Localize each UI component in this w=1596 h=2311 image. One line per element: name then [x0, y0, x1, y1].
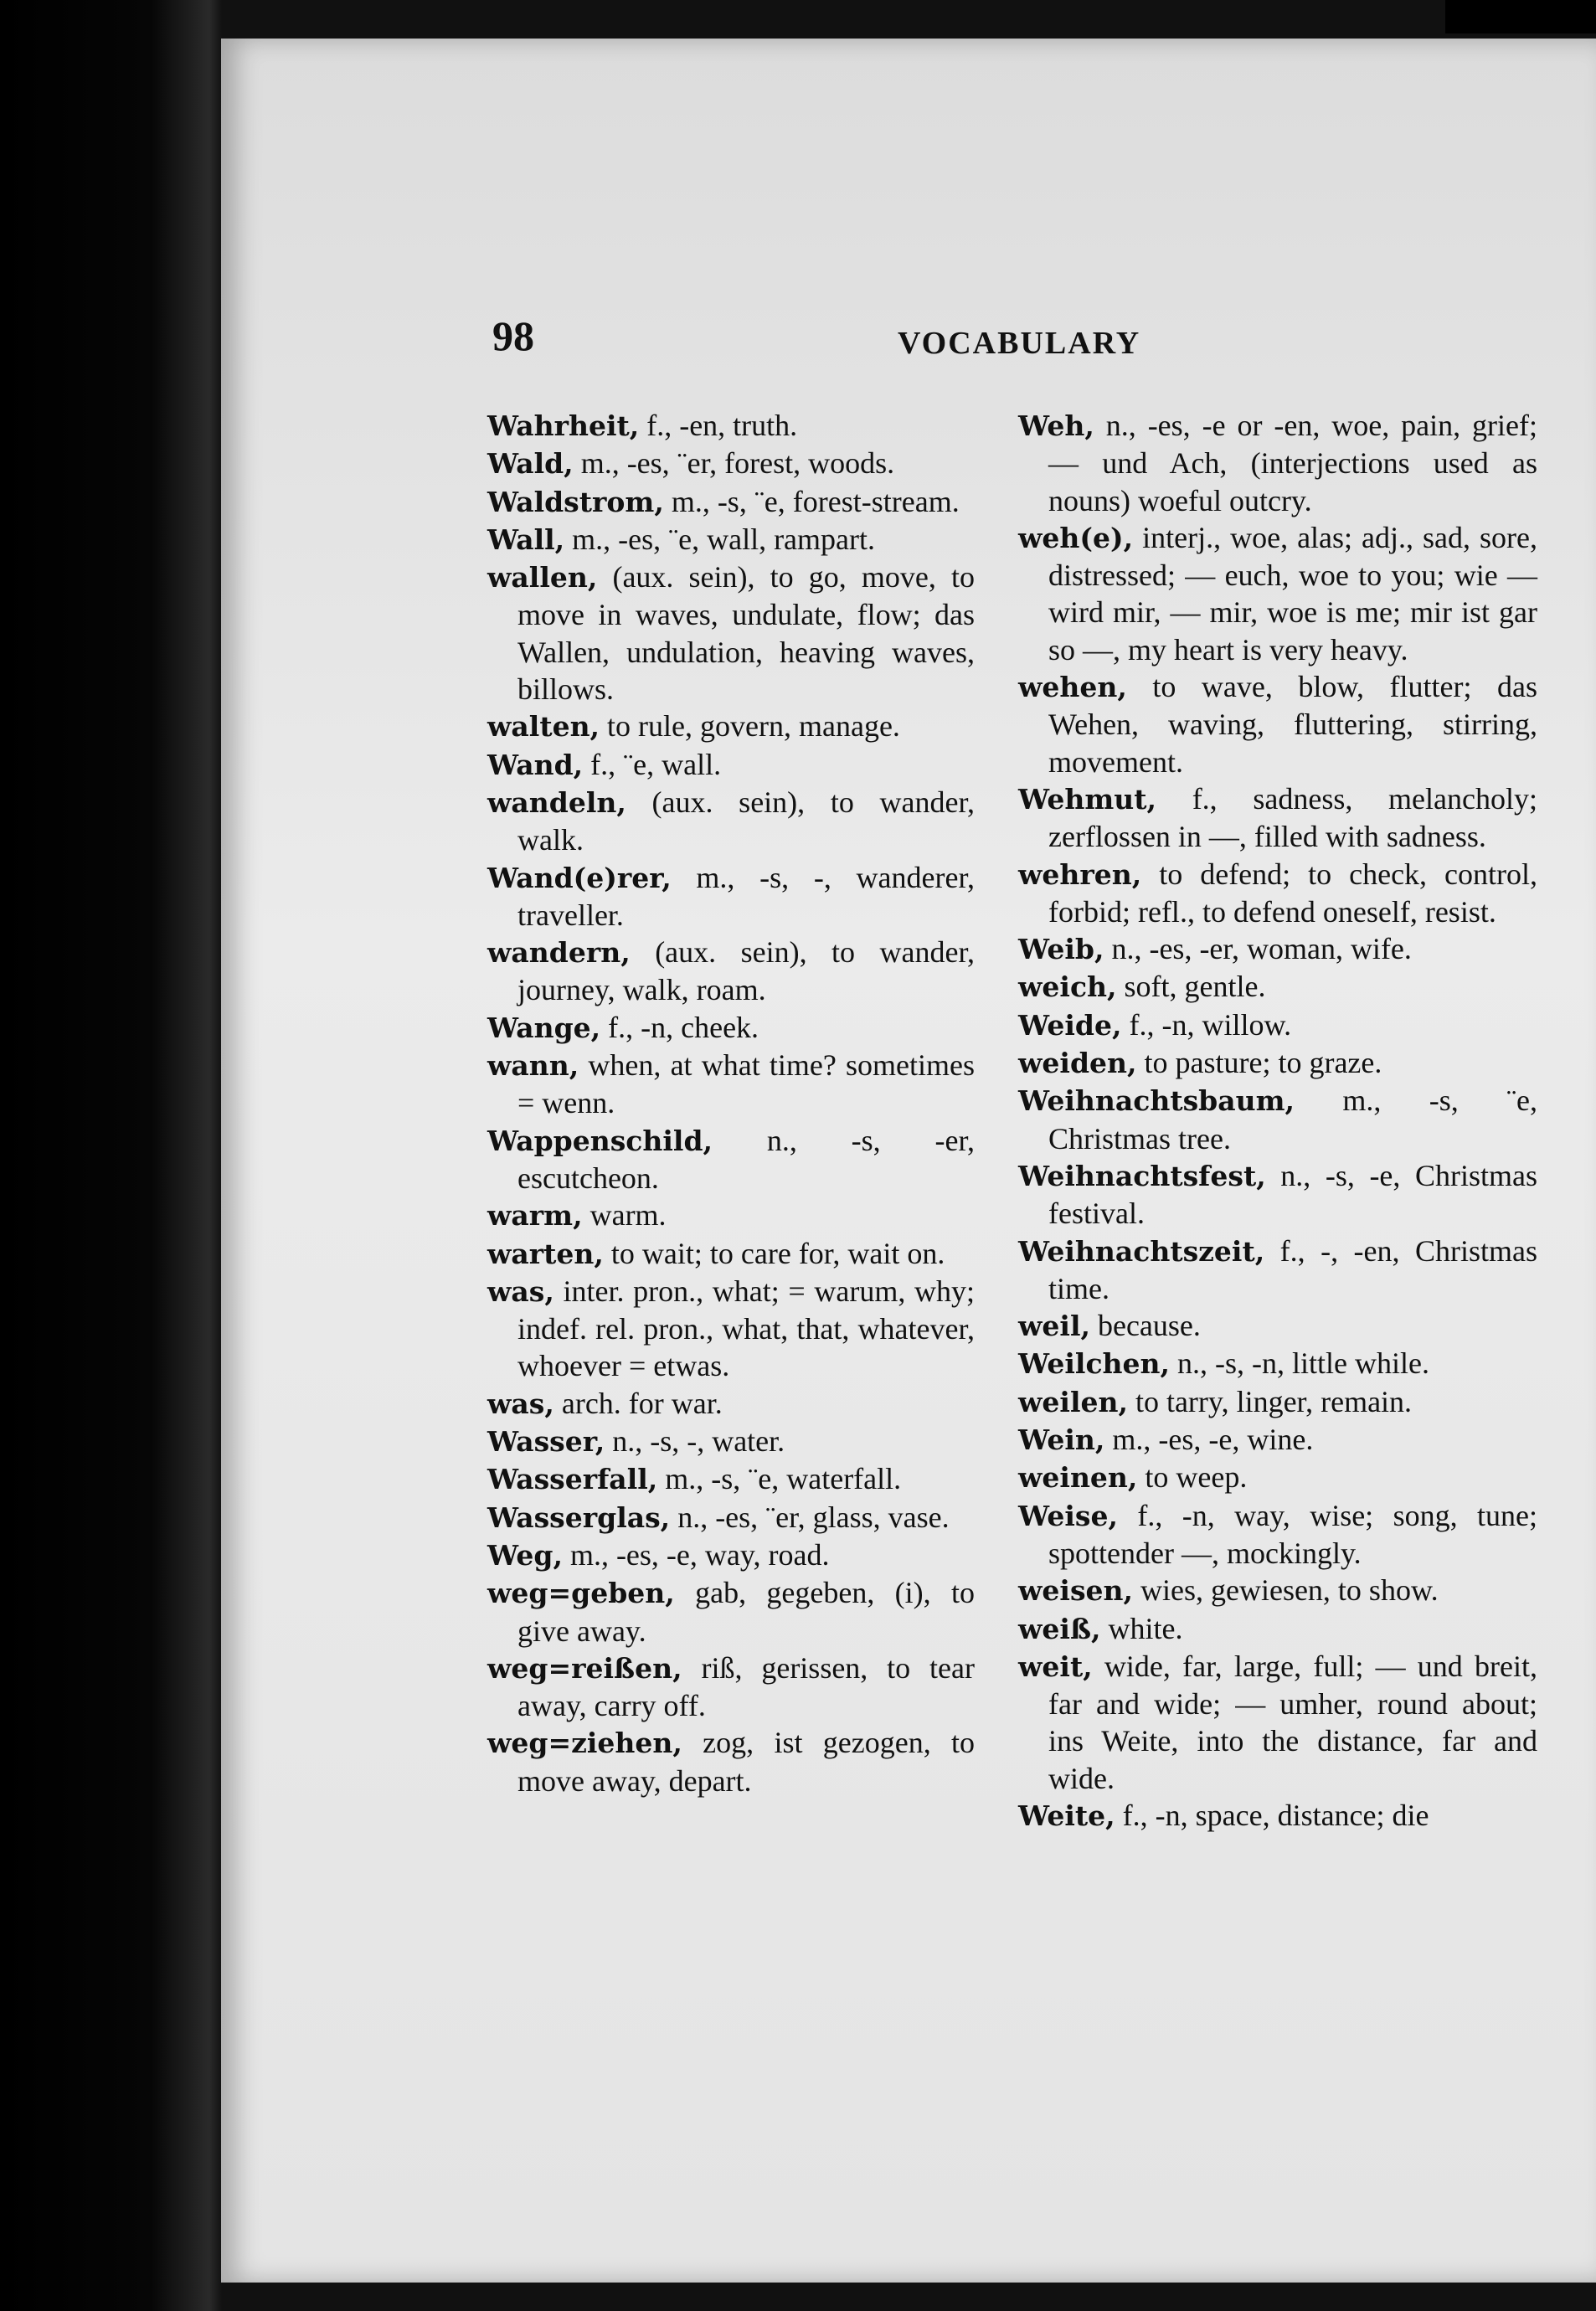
- entry-definition: when, at what time? sometimes = wenn.: [517, 1048, 975, 1120]
- vocabulary-entry: [1018, 780, 1537, 856]
- vocabulary-entry: [487, 1009, 975, 1047]
- entry-headword: warten,: [487, 1237, 604, 1270]
- entry-definition: n., -es, -er, woman, wife.: [1104, 932, 1412, 966]
- entry-headword: walten,: [487, 710, 600, 744]
- vocabulary-entry: [1018, 1610, 1537, 1648]
- entry-definition: f., -, -en, Christmas time.: [1048, 1233, 1537, 1305]
- vocabulary-entry: [487, 521, 975, 558]
- vocabulary-entry: [1018, 1307, 1537, 1345]
- entry-definition: m., -s, ¨e, waterfall.: [657, 1462, 902, 1496]
- vocabulary-entry: [487, 1385, 975, 1423]
- entry-headword: Weihnachtszeit,: [1018, 1234, 1265, 1268]
- entry-headword: Weise,: [1018, 1499, 1118, 1532]
- entry-definition: f., sadness, melancholy; zerflossen in —, filled with sadness.: [1048, 781, 1537, 854]
- entry-headword: weg=geben,: [487, 1577, 675, 1610]
- vocabulary-entry: [1018, 968, 1537, 1006]
- entry-headword: was,: [487, 1274, 554, 1308]
- entry-headword: was,: [487, 1387, 554, 1420]
- entry-definition: n., -s, -er, escutcheon.: [517, 1123, 975, 1195]
- vocabulary-entry: [1018, 1648, 1537, 1797]
- entry-definition: gab, gegeben, (i), to give away.: [517, 1576, 975, 1648]
- entry-definition: to rule, govern, manage.: [600, 709, 900, 744]
- vocabulary-entry: [487, 859, 975, 934]
- entry-definition: wide, far, large, full; — und breit, far and wide; — umher, round about; ins Weite, into the distance, far and wide.: [1048, 1649, 1537, 1795]
- vocabulary-entry: [1018, 1383, 1537, 1421]
- vocabulary-entry: [487, 1273, 975, 1385]
- entry-headword: weich,: [1018, 970, 1117, 1004]
- entry-definition: riß, gerissen, to tear away, carry off.: [517, 1650, 975, 1723]
- entry-headword: weh(e),: [1018, 521, 1134, 554]
- entry-headword: warm,: [487, 1199, 583, 1233]
- vocabulary-entry: [1018, 1233, 1537, 1308]
- entry-definition: m., -es, ¨e, wall, rampart.: [564, 522, 876, 556]
- vocabulary-entry: [1018, 1006, 1537, 1044]
- entry-definition: warm.: [582, 1198, 667, 1233]
- vocabulary-entry: [487, 1499, 975, 1536]
- vocabulary-entry: [1018, 1572, 1537, 1609]
- vocabulary-entry: [487, 1047, 975, 1122]
- entry-headword: weit,: [1018, 1650, 1093, 1683]
- entry-headword: Waldstrom,: [487, 485, 664, 518]
- vocabulary-entry: [487, 784, 975, 859]
- entry-definition: (aux. sein), to wander, walk.: [517, 785, 975, 857]
- vocabulary-entry: [1018, 1157, 1537, 1233]
- vocabulary-entry: [487, 934, 975, 1009]
- entry-headword: Wand(e)rer,: [487, 861, 672, 894]
- vocabulary-entry: [1018, 407, 1537, 519]
- entry-definition: wies, gewiesen, to show.: [1133, 1573, 1439, 1608]
- entry-headword: Weite,: [1018, 1799, 1115, 1832]
- entry-definition: to defend; to check, control, forbid; refl., to defend oneself, resist.: [1048, 857, 1537, 929]
- right-column: [1018, 407, 1537, 1835]
- entry-headword: wandeln,: [487, 785, 626, 819]
- entry-definition: m., -es, -e, way, road.: [562, 1537, 830, 1572]
- vocabulary-entry: [1018, 1497, 1537, 1572]
- vocabulary-entry: [487, 445, 975, 482]
- entry-definition: to tarry, linger, remain.: [1127, 1384, 1413, 1418]
- entry-definition: to pasture; to graze.: [1136, 1046, 1382, 1080]
- entry-headword: wehren,: [1018, 857, 1142, 891]
- entry-headword: Wand,: [487, 748, 584, 781]
- entry-headword: Wald,: [487, 447, 574, 481]
- entry-headword: Wahrheit,: [487, 409, 640, 442]
- entry-definition: f., -n, way, wise; song, tune; spottender —, mockingly.: [1048, 1498, 1537, 1570]
- vocabulary-entry: [1018, 1082, 1537, 1157]
- entry-definition: f., -n, cheek.: [600, 1010, 759, 1044]
- entry-headword: wehen,: [1018, 671, 1127, 704]
- vocabulary-entry: [487, 558, 975, 708]
- running-head: VOCABULARY: [898, 326, 1141, 361]
- entry-headword: Wall,: [487, 522, 565, 556]
- vocabulary-entry: [1018, 1044, 1537, 1082]
- entry-definition: n., -s, -e, Christmas festival.: [1048, 1158, 1537, 1231]
- entry-definition: white.: [1100, 1611, 1183, 1645]
- entry-headword: Weide,: [1018, 1008, 1122, 1042]
- entry-definition: n., -s, -, water.: [605, 1424, 785, 1459]
- vocabulary-entry: [487, 407, 975, 445]
- vocabulary-entry: [487, 708, 975, 745]
- entry-definition: m., -es, ¨er, forest, woods.: [573, 446, 895, 481]
- entry-headword: wandern,: [487, 936, 631, 970]
- entry-headword: Weib,: [1018, 933, 1104, 966]
- entry-headword: Wein,: [1018, 1423, 1105, 1457]
- vocabulary-entry: [487, 1122, 975, 1197]
- entry-definition: f., -en, truth.: [639, 409, 798, 442]
- entry-headword: weg=reißen,: [487, 1651, 682, 1685]
- vocabulary-entry: [487, 1235, 975, 1273]
- vocabulary-entry: [487, 1423, 975, 1460]
- entry-definition: (aux. sein), to go, move, to move in waves, undulate, flow; das Wallen, undulation, heaving waves, billows.: [517, 560, 975, 707]
- vocabulary-entry: [487, 1574, 975, 1650]
- entry-headword: Weihnachtsbaum,: [1018, 1084, 1295, 1118]
- entry-headword: Weh,: [1018, 409, 1094, 442]
- entry-definition: f., -n, space, distance; die: [1115, 1798, 1429, 1832]
- entry-definition: to wave, blow, flutter; das Wehen, waving, fluttering, stirring, movement.: [1048, 670, 1537, 779]
- entry-headword: Weihnachtsfest,: [1018, 1159, 1266, 1192]
- page-number: 98: [492, 312, 534, 359]
- entry-headword: weg=ziehen,: [487, 1727, 682, 1760]
- entry-headword: weiden,: [1018, 1047, 1137, 1080]
- entry-headword: weilen,: [1018, 1385, 1128, 1418]
- entry-definition: soft, gentle.: [1116, 970, 1266, 1004]
- entry-definition: to wait; to care for, wait on.: [603, 1236, 945, 1270]
- vocabulary-entry: [487, 483, 975, 521]
- entry-definition: to weep.: [1137, 1460, 1248, 1495]
- entry-headword: wallen,: [487, 561, 598, 594]
- entry-definition: m., -s, ¨e, forest-stream.: [663, 484, 960, 518]
- entry-definition: n., -es, -e or -en, woe, pain, grief; — und Ach, (interjections used as nouns) woeful outcry.: [1048, 409, 1537, 517]
- entry-headword: wann,: [487, 1049, 579, 1083]
- vocabulary-entry: [1018, 856, 1537, 931]
- entry-definition: f., ¨e, wall.: [583, 747, 722, 781]
- vocabulary-entry: [487, 1650, 975, 1725]
- entry-definition: n., -s, -n, little while.: [1170, 1346, 1429, 1381]
- entry-headword: Weg,: [487, 1538, 563, 1572]
- vocabulary-entry: [1018, 668, 1537, 780]
- vocabulary-entry: [487, 1536, 975, 1574]
- vocabulary-entry: [1018, 1459, 1537, 1496]
- entry-definition: inter. pron., what; = warum, why; indef. rel. pron., what, that, whatever, whoever = etwas.: [517, 1274, 975, 1383]
- vocabulary-entry: [487, 1197, 975, 1234]
- entry-definition: (aux. sein), to wander, journey, walk, roam.: [517, 935, 975, 1007]
- entry-headword: weinen,: [1018, 1461, 1138, 1495]
- vocabulary-entry: [487, 1724, 975, 1799]
- entry-definition: arch. for war.: [553, 1386, 723, 1420]
- entry-headword: Wasserglas,: [487, 1500, 671, 1534]
- entry-headword: Wasser,: [487, 1425, 605, 1459]
- vocabulary-entry: [1018, 1345, 1537, 1382]
- entry-headword: Wehmut,: [1018, 782, 1156, 816]
- vocabulary-entry: [1018, 519, 1537, 668]
- entry-definition: zog, ist gezogen, to move away, depart.: [517, 1726, 975, 1798]
- entry-definition: m., -s, ¨e, Christmas tree.: [1048, 1083, 1537, 1156]
- entry-headword: Wappenschild,: [487, 1124, 713, 1157]
- entry-headword: Weilchen,: [1018, 1347, 1171, 1381]
- entry-headword: Wange,: [487, 1011, 601, 1044]
- vocabulary-entry: [1018, 930, 1537, 968]
- entry-headword: weiß,: [1018, 1612, 1101, 1645]
- vocabulary-entry: [487, 1460, 975, 1498]
- entry-headword: weil,: [1018, 1310, 1090, 1343]
- entry-definition: interj., woe, alas; adj., sad, sore, distressed; — euch, woe to you; wie — wird mir, — mir, woe is me; mir ist gar so —, my heart is very heavy.: [1048, 520, 1537, 667]
- vocabulary-entry: [1018, 1797, 1537, 1835]
- entry-definition: n., -es, ¨er, glass, vase.: [670, 1500, 950, 1534]
- entry-definition: m., -s, -, wanderer, traveller.: [517, 860, 975, 932]
- vocabulary-entry: [1018, 1421, 1537, 1459]
- entry-headword: weisen,: [1018, 1574, 1133, 1608]
- scan-corner: [1445, 0, 1596, 33]
- entry-definition: because.: [1089, 1309, 1201, 1343]
- entry-definition: f., -n, willow.: [1121, 1007, 1292, 1042]
- entry-definition: m., -es, -e, wine.: [1104, 1423, 1314, 1457]
- vocabulary-entry: [487, 746, 975, 784]
- left-column: [487, 407, 975, 1799]
- entry-headword: Wasserfall,: [487, 1463, 658, 1496]
